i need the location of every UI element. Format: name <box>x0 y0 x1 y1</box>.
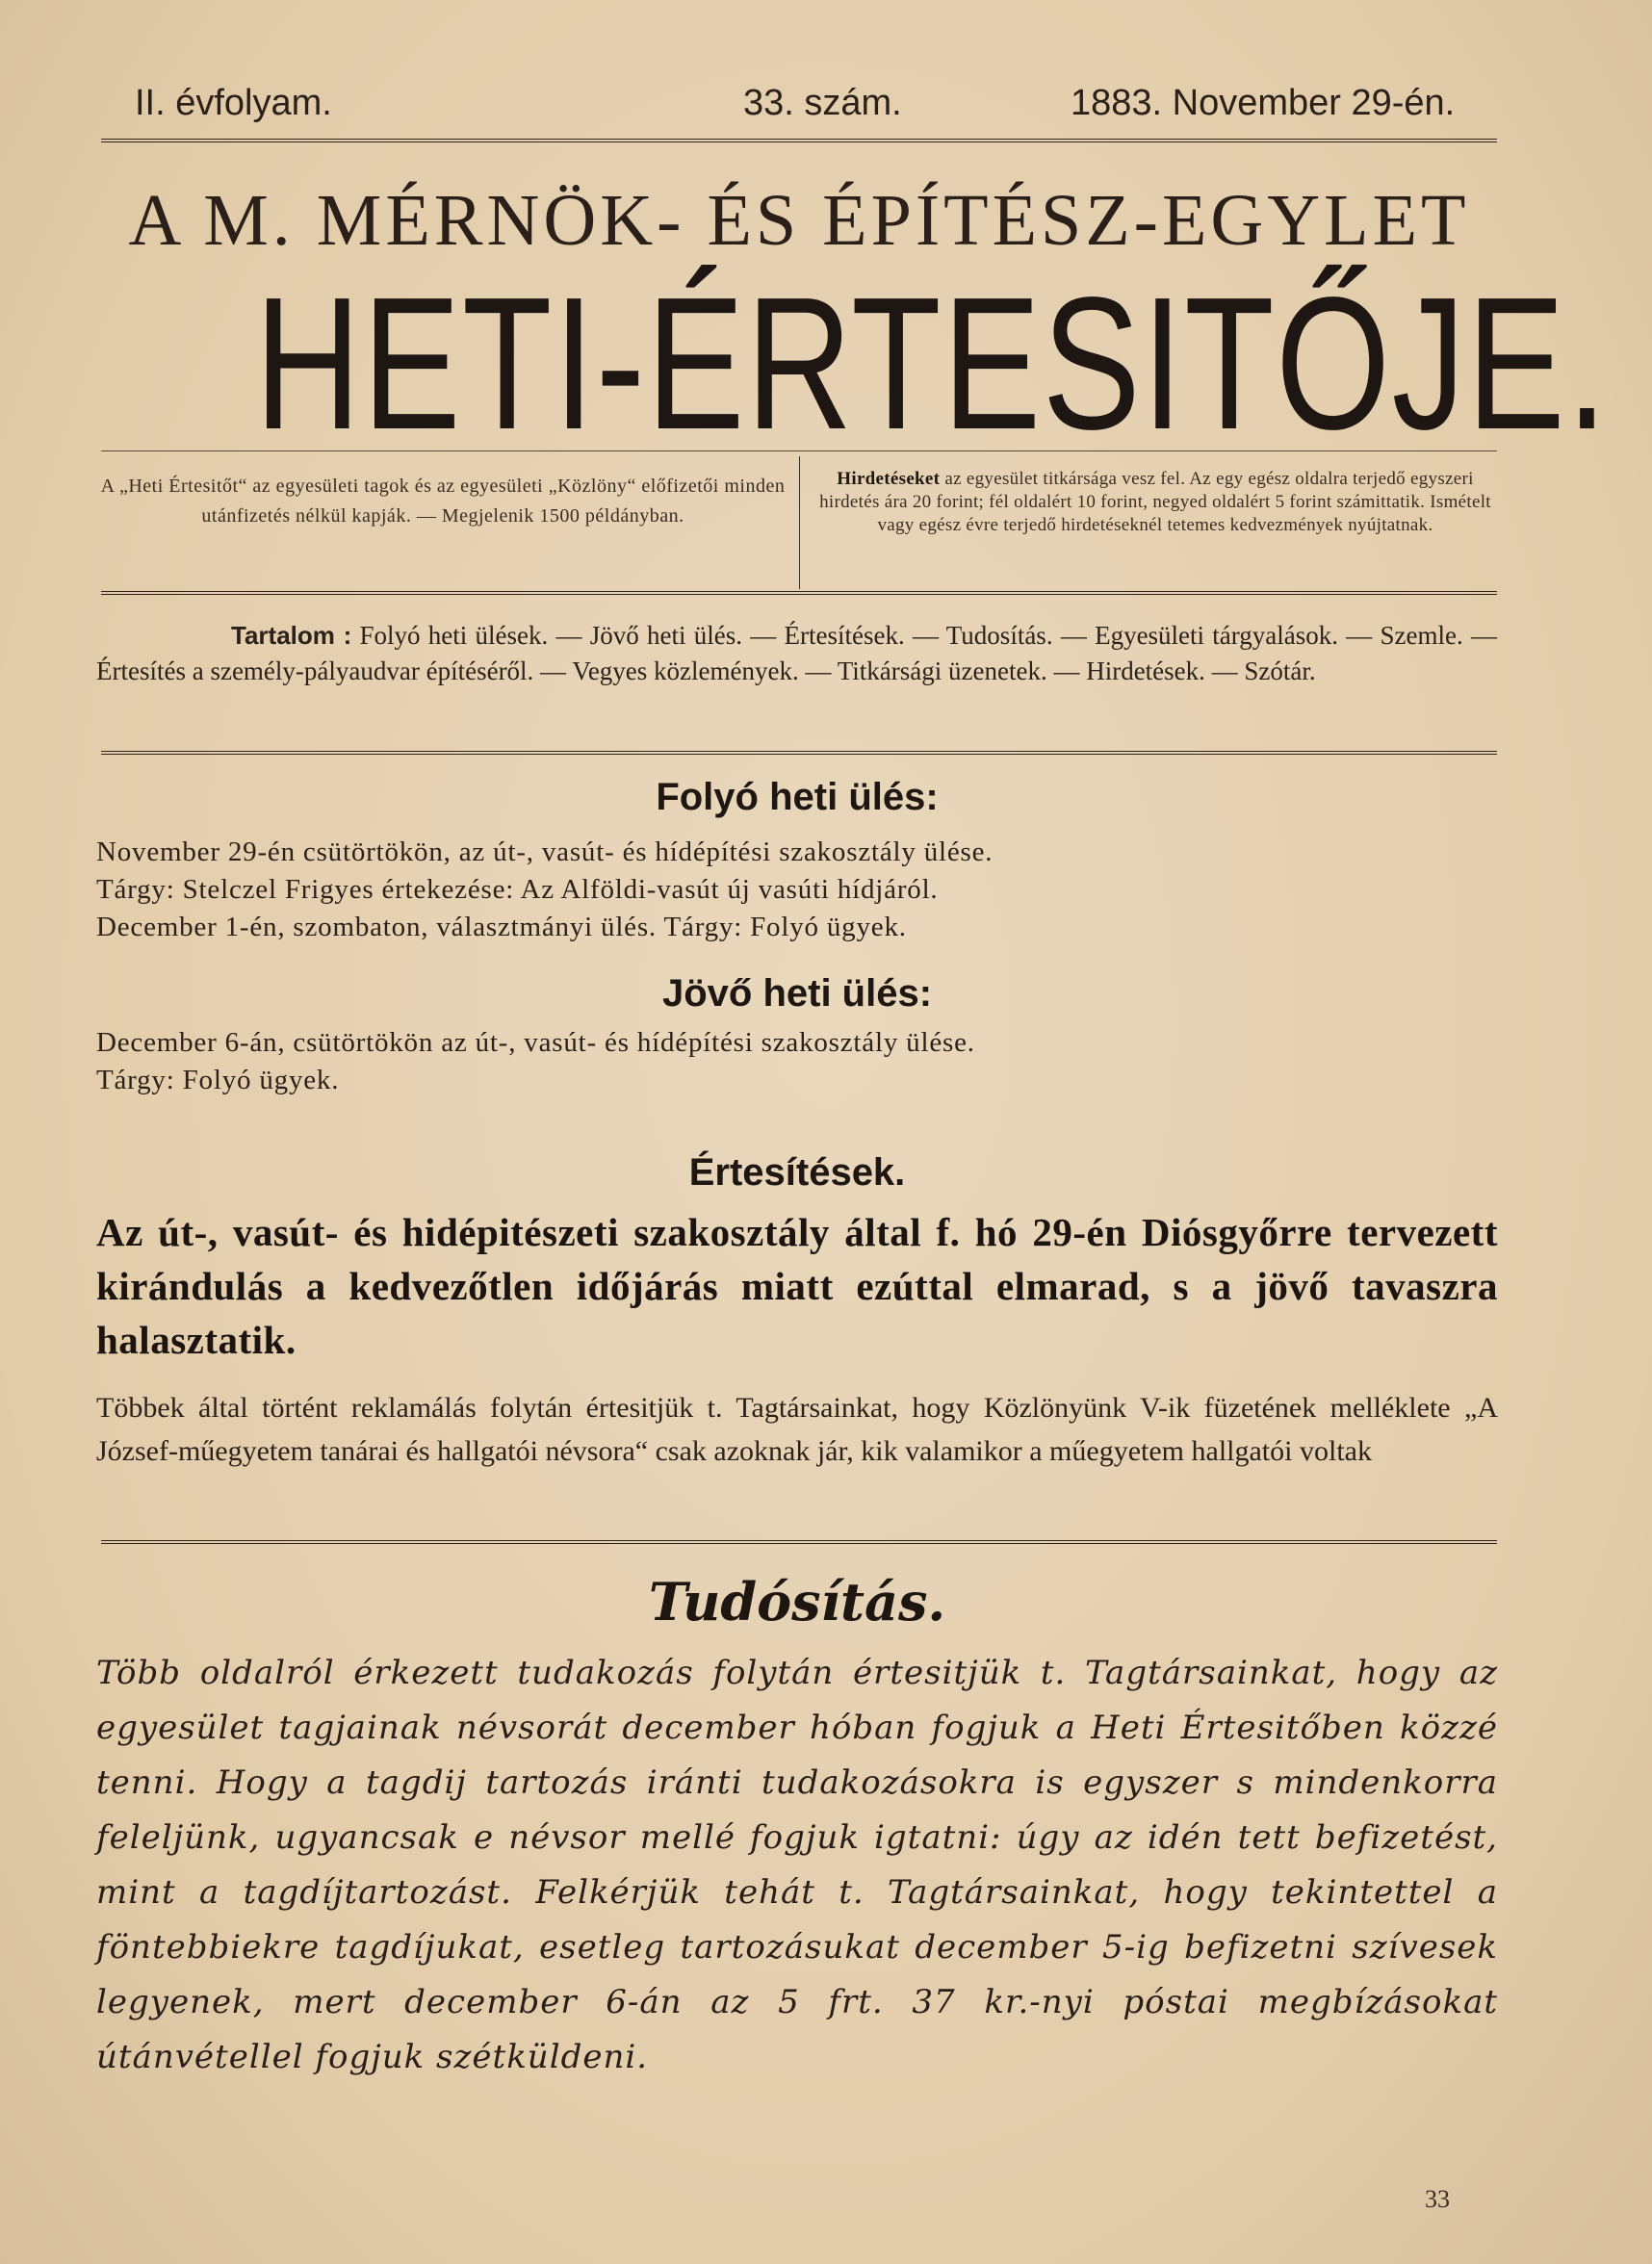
toc-text: Folyó heti ülések. — Jövő heti ülés. — Értesítések. — Tudosítás. — Egyesületi tárgyalások. — Szemle. — Értesítés a személy-pályaudvar építéséről. — Vegyes közlemények. — Titkársági üzenetek. — Hirdetések. — Szótár. <box>96 621 1498 685</box>
next-meeting-line: Tárgy: Folyó ügyek. <box>96 1065 340 1095</box>
notice-directory: Többek által történt reklamálás folytán értesitjük t. Tagtársainkat, hogy Közlönyünk V-ik füzetének melléklete „A József-műegyetem tanárai és hallgatói névsora“ csak azoknak jár, kik valamikor a műegyetem hallgatói voltak <box>96 1392 1498 1467</box>
info-rule <box>101 591 1497 595</box>
next-meeting-line: December 6-án, csütörtökön az út-, vasút- és hídépítési szakosztály ülése. <box>96 1027 975 1058</box>
info-divider <box>799 456 800 589</box>
advertising-text: az egyesület titkársága vesz fel. Az egy egész oldalra terjedő egyszeri hirdetés ára 20 forint; fél oldalért 10 forint, negyed oldalért 5 forint számittatik. Ismételt vagy egész évre terjedő hirdetéseknél tetemes kedvezmények nyújtatnak. <box>819 469 1491 535</box>
header-rule <box>101 139 1497 142</box>
current-meetings <box>96 834 1498 946</box>
notice-excursion: Az út-, vasút- és hidépitészeti szakosztály által f. hó 29-én Diósgyőrre tervezett kirándulás a kedvezőtlen időjárás miatt ezúttal elmarad, s a jövő tavaszra halasztatik. <box>96 1210 1498 1362</box>
table-of-contents <box>96 618 1497 689</box>
current-meetings-title: Folyó heti ülés: <box>656 776 939 818</box>
page-number: 33 <box>1425 2185 1450 2213</box>
masthead-subtitle: A M. MÉRNÖK- ÉS ÉPÍTÉSZ-EGYLET <box>128 180 1470 261</box>
subscription-info: A „Heti Értesitőt“ az egyesületi tagok és az egyesületi „Közlöny“ előfizetői minden utánfizetés nélkül kapják. — Megjelenik 1500 példányban. <box>100 476 786 527</box>
notices-title: Értesítések. <box>688 1151 906 1194</box>
toc-rule <box>101 751 1497 755</box>
toc-lead: Tartalom : <box>231 621 352 650</box>
issue-date: 1883. November 29-én. <box>1071 83 1456 123</box>
advertising-lead: Hirdetéseket <box>837 469 941 489</box>
next-meetings-title: Jövő heti ülés: <box>661 972 933 1015</box>
issue-number: 33. szám. <box>743 83 902 123</box>
tudositas-title: Tudósítás. <box>648 1571 946 1633</box>
current-meeting-line: Tárgy: Stelczel Frigyes értekezése: Az Alföldi-vasút új vasúti hídjáról. <box>96 874 939 905</box>
masthead-title: HETI-ÉRTESITŐJE. <box>254 258 1610 469</box>
current-meeting-line: December 1-én, szombaton, választmányi ülés. Tárgy: Folyó ügyek. <box>96 912 907 942</box>
next-meetings <box>96 1024 1498 1099</box>
masthead-rule <box>101 450 1497 451</box>
volume-label: II. évfolyam. <box>135 83 332 123</box>
notices-rule <box>101 1540 1497 1544</box>
current-meeting-line: November 29-én csütörtökön, az út-, vasút- és hídépítési szakosztály ülése. <box>96 836 994 867</box>
advertising-info <box>809 468 1502 537</box>
tudositas-body: Több oldalról érkezett tudakozás folytán értesitjük t. Tagtársainkat, hogy az egyesület tagjainak névsorát december hóban fogjuk a Heti Értesitőben közzé tenni. Hogy a tagdij tartozás iránti tudakozásokra is egyszer s mindenkorra feleljünk, ugyancsak e névsor mellé fogjuk igtatni: úgy az idén tett befizetést, mint a tagdíjtartozást. Felkérjük tehát t. Tagtársainkat, hogy tekintettel a föntebbiekre tagdíjukat, esetleg tartozásukat december 5-ig befizetni szívesek legyenek, mert december 6-án az 5 frt. 37 kr.-nyi póstai megbízásokat útánvétellel fogjuk szétküldeni. <box>96 1654 1498 2076</box>
